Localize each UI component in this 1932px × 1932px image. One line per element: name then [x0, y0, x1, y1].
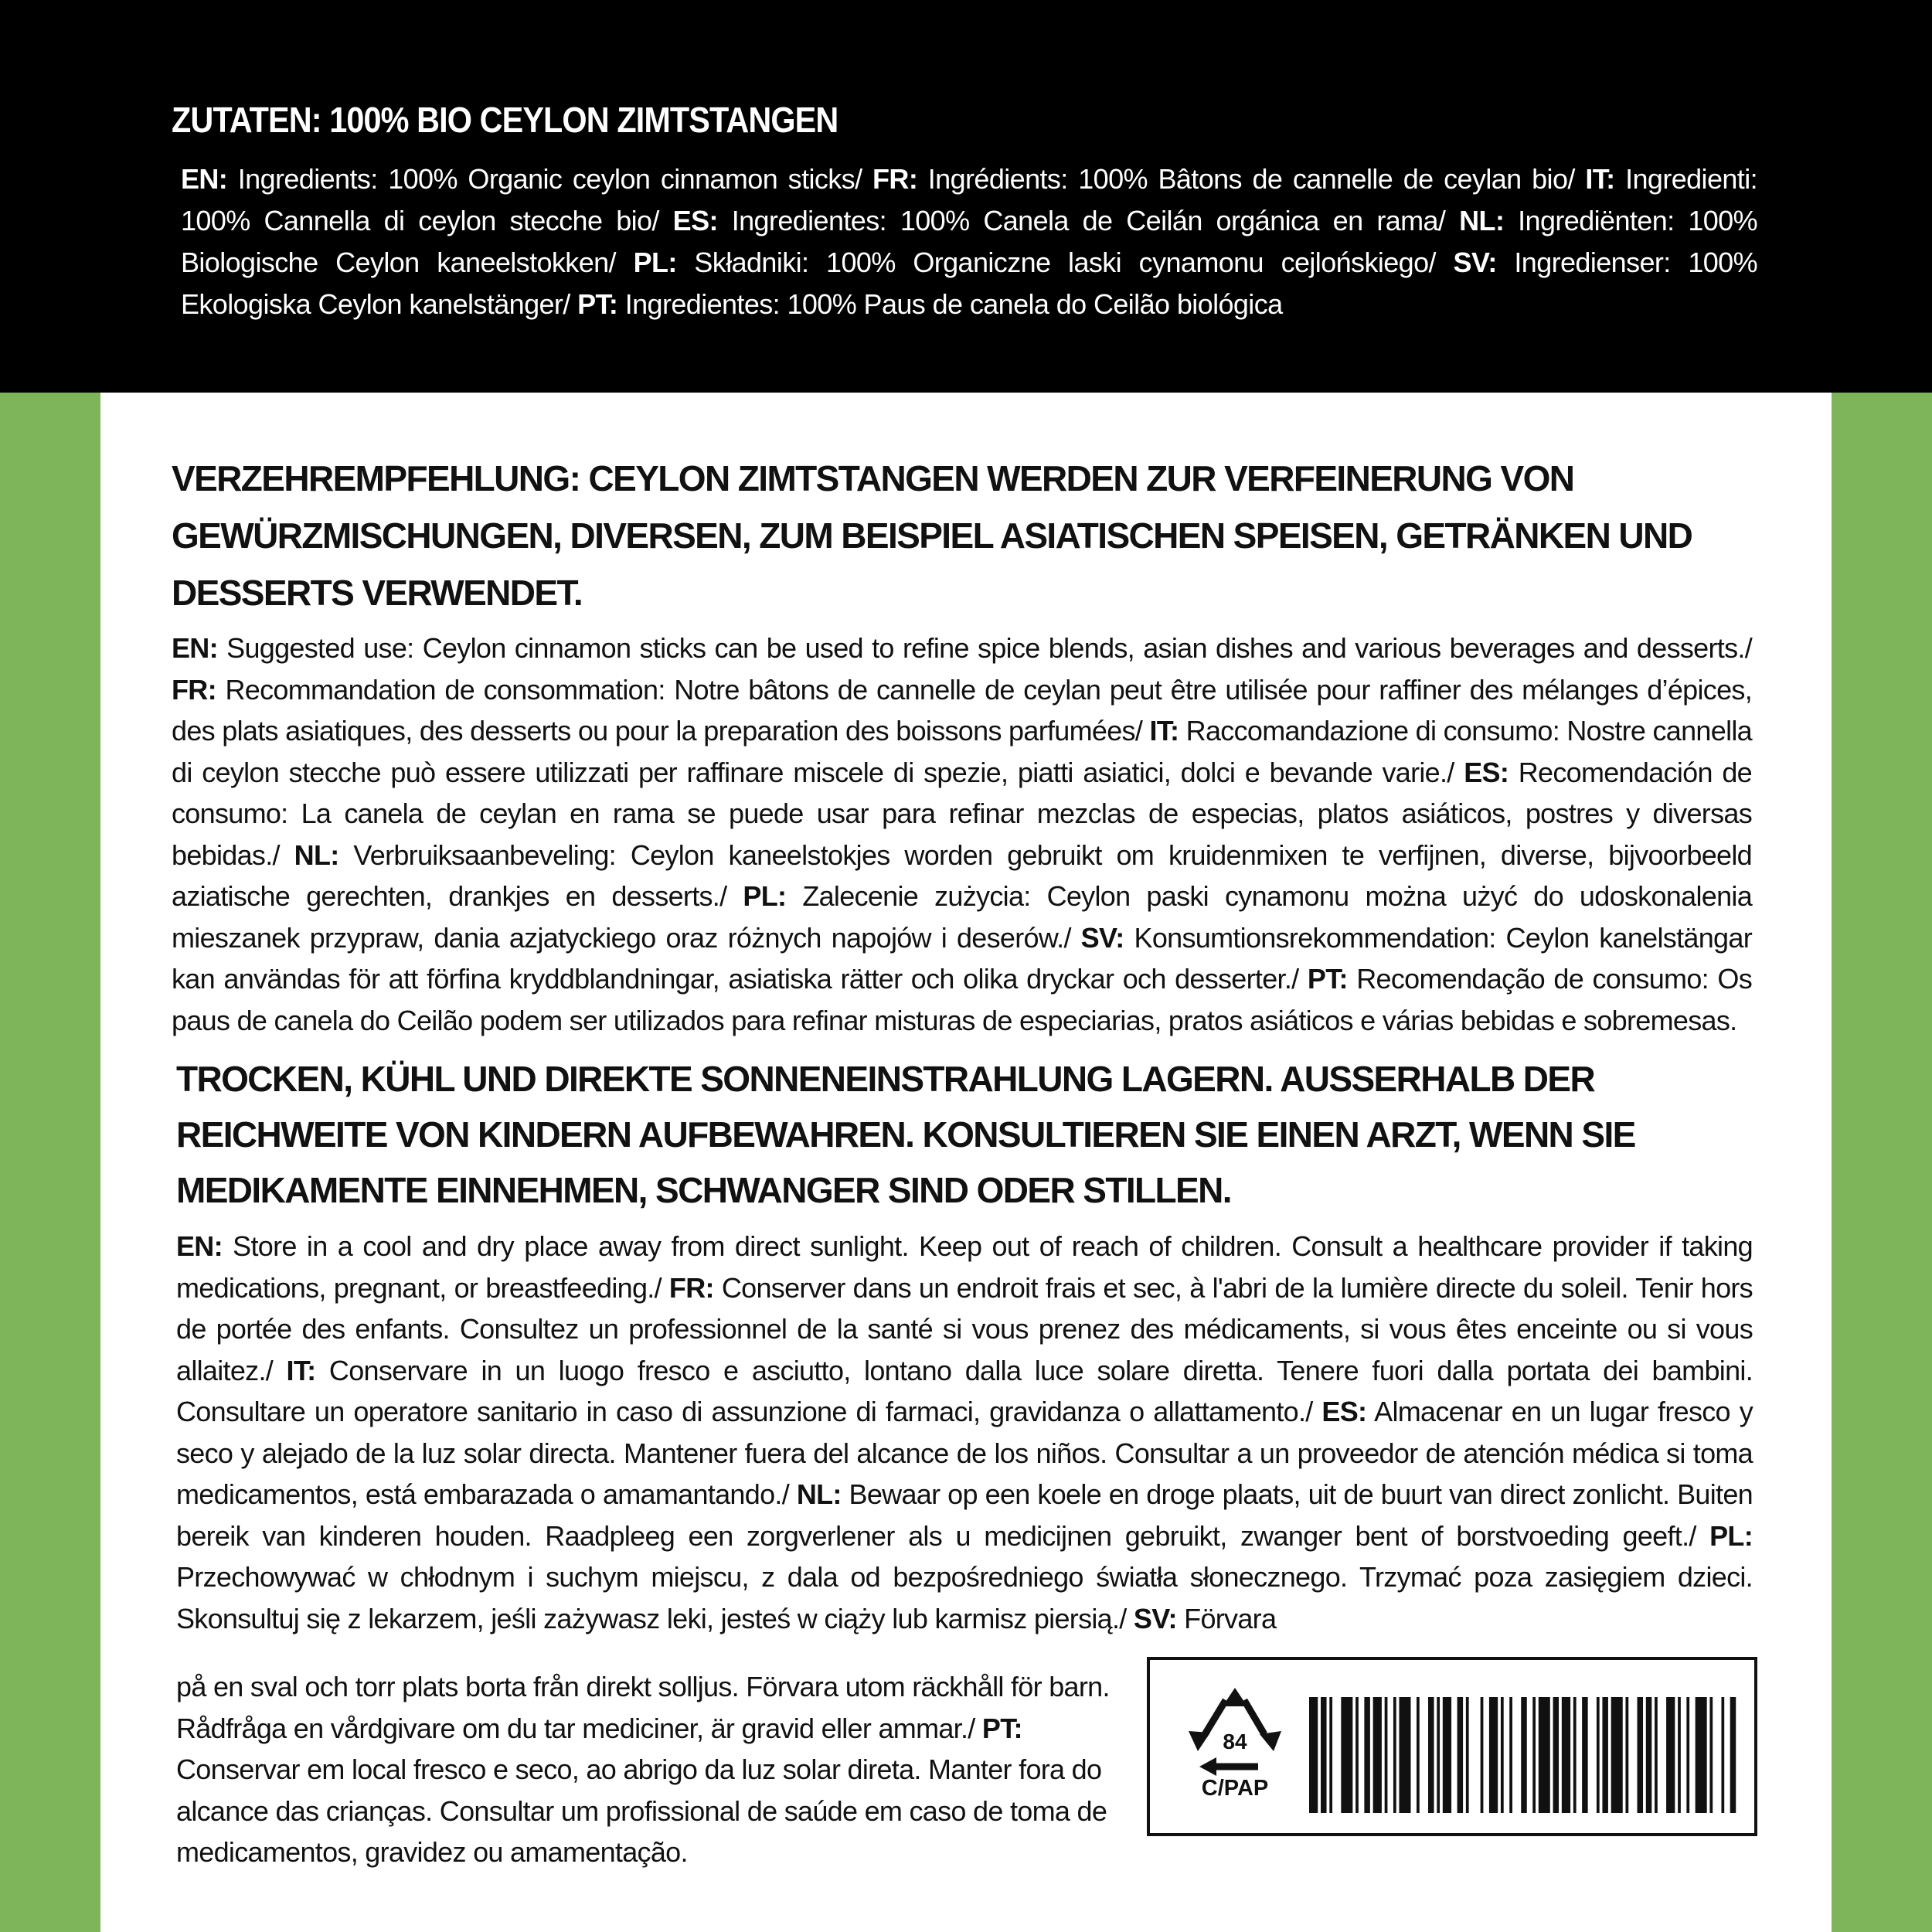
translation-text: Bewaar op een koele en droge plaats, uit de buurt van direct zonlicht. Buiten bereik van kinderen houden. Raadpleeg een zorgverlener als u medicijnen gebruikt, zwanger bent of borstvoeding geeft./ [176, 1478, 1753, 1552]
language-code: PT: [981, 1712, 1022, 1744]
language-code: PT: [577, 288, 618, 320]
translation-text: Recommandation de consommation: Notre bâtons de cannelle de ceylan peut être utilisée pour raffiner des mélanges d’épices, des plats asiatiques, des desserts ou pour la preparation des boissons parfumées/ [172, 673, 1752, 747]
barcode-bar [1539, 1697, 1550, 1813]
translation-text: Raccomandazione di consumo: Nostre cannella di ceylon stecche può essere utilizzati per raffinare miscele di spezie, piatti asiatici, dolci e bevande varie./ [172, 715, 1752, 788]
language-code: FR: [872, 163, 918, 195]
barcode-bar [1573, 1697, 1577, 1813]
language-code: IT: [1149, 715, 1179, 747]
translation-text: Conserver dans un endroit frais et sec, à l'abri de la lumière directe du soleil. Tenir hors de portée des enfants. Consultez un professionnel de la santé si vous prenez des médicaments, si vous êtes enceinte ou si vous allaitez./ [176, 1271, 1753, 1386]
language-code: NL: [294, 838, 339, 871]
barcode-bar [1329, 1697, 1332, 1813]
barcode-bar [1666, 1697, 1675, 1813]
recycling-triangle-icon [1181, 1686, 1289, 1810]
barcode-bar [1553, 1697, 1560, 1813]
storage-translations [176, 1226, 1753, 1639]
translation-text: på en sval och torr plats borta från direkt solljus. Förvara utom räckhåll för barn. Rådfråga en vårdgivare om du tar mediciner, är gravid eller ammar./ [176, 1671, 1110, 1744]
barcode-bar [1655, 1697, 1658, 1813]
barcode-bar [1521, 1697, 1527, 1813]
language-code: IT: [286, 1354, 316, 1386]
language-code: NL: [796, 1478, 842, 1510]
barcode-bar [1646, 1697, 1652, 1813]
usage-translations [172, 628, 1752, 1041]
barcode-icon [1309, 1697, 1739, 1813]
language-code: EN: [172, 632, 218, 664]
language-code: SV: [1080, 921, 1124, 954]
barcode-bar [1638, 1697, 1644, 1813]
language-code: FR: [668, 1271, 714, 1304]
translation-text: Suggested use: Ceylon cinnamon sticks can be used to refine spice blends, asian dishes and various beverages and desserts./ [217, 632, 1752, 664]
barcode-bar [1443, 1697, 1451, 1813]
language-code: ES: [672, 205, 718, 236]
barcode-bar [1355, 1697, 1359, 1813]
language-code: ES: [1321, 1396, 1367, 1427]
barcode-box [1147, 1657, 1757, 1836]
recycling-label: C/PAP [1201, 1776, 1269, 1801]
language-code: EN: [176, 1230, 223, 1262]
translation-text: Ingrédients: 100% Bâtons de cannelle de ceylan bio/ [917, 163, 1586, 195]
language-code: ES: [1464, 756, 1509, 788]
barcode-bar [1428, 1697, 1434, 1813]
usage-heading: VERZEHREMPFEHLUNG: CEYLON ZIMTSTANGEN WERDEN ZUR VERFEINERUNG VON GEWÜRZMISCHUNGEN, DIVERSEN, ZUM BEISPIEL ASIATISCHEN SPEISEN, GETRÄNKEN UND DESSERTS VERWENDET. [172, 458, 1692, 613]
storage-heading: TROCKEN, KÜHL UND DIREKTE SONNENEINSTRAHLUNG LAGERN. AUSSERHALB DER REICHWEITE VON KINDERN AUFBEWAHREN. KONSULTIEREN SIE EINEN ARZT, WENN SIE MEDIKAMENTE EINNEHMEN, SCHWANGER SIND ODER STILLEN. [176, 1059, 1635, 1210]
translation-text: Recomendação de consumo: Os paus de canela do Ceilão podem ser utilizados para refinar misturas de especiarias, pratos asiáticos e várias bebidas e sobremesas. [172, 963, 1752, 1036]
translation-text: Conservar em local fresco e seco, ao abrigo da luz solar direta. Manter fora do alcance das crianças. Consultar um profissional de saúde em caso de toma de medicamentos, gravidez ou amamentação. [176, 1753, 1107, 1868]
translation-text: Recomendación de consumo: La canela de ceylan en rama se puede usar para refinar mezclas de especias, platos asiáticos, postres y diversas bebidas./ [172, 756, 1752, 871]
language-code: PL: [1709, 1519, 1753, 1552]
translation-text: Ingredienti: 100% Cannella di ceylon stecche bio/ [181, 163, 1757, 236]
translation-text: Almacenar en un lugar fresco y seco y alejado de la luz solar directa. Mantener fuera del alcance de los niños. Consultar a un proveedor de atención médica si toma medicamentos, está embarazada o amamantando./ [176, 1396, 1753, 1510]
barcode-bar [1489, 1697, 1498, 1813]
barcode-bar [1611, 1697, 1623, 1813]
storage-translations-continued [176, 1666, 1113, 1873]
barcode-bar [1602, 1697, 1608, 1813]
language-code: IT: [1585, 163, 1615, 195]
translation-text: Składniki: 100% Organiczne laski cynamonu cejlońskiego/ [676, 247, 1454, 278]
barcode-bar [1364, 1697, 1370, 1813]
ingredients-translations [181, 158, 1757, 325]
translation-text: Konsumtionsrekommendation: Ceylon kanelstängar kan användas för att förfina kryddblandningar, asiatiska rätter och olika dryckar och desserter./ [172, 921, 1752, 995]
language-code: FR: [172, 673, 216, 706]
barcode-bar [1625, 1697, 1628, 1813]
language-code: SV: [1133, 1602, 1177, 1634]
barcode-bar [1341, 1697, 1352, 1813]
barcode-bar [1509, 1697, 1512, 1813]
barcode-bar [1597, 1697, 1600, 1813]
barcode-bar [1309, 1697, 1318, 1813]
barcode-bar [1686, 1697, 1689, 1813]
barcode-bar [1393, 1697, 1396, 1813]
barcode-bar [1721, 1697, 1724, 1813]
barcode-bar [1466, 1697, 1469, 1813]
barcode-bar [1399, 1697, 1410, 1813]
translation-text: Ingredients: 100% Organic ceylon cinnamon sticks/ [227, 163, 873, 195]
translation-text: Förvara [1176, 1602, 1277, 1634]
ingredients-section [0, 0, 1932, 393]
recycling-code: 84 [1223, 1730, 1247, 1753]
language-code: PL: [633, 247, 677, 278]
barcode-bar [1501, 1697, 1504, 1813]
label-panel [100, 393, 1832, 1932]
barcode-bar [1417, 1697, 1420, 1813]
barcode-bar [1709, 1697, 1713, 1813]
barcode-bar [1373, 1697, 1382, 1813]
language-code: PL: [743, 880, 787, 912]
barcode-bar [1458, 1697, 1464, 1813]
barcode-bar [1678, 1697, 1681, 1813]
translation-text: Conservare in un luogo fresco e asciutto, lontano dalla luce solare diretta. Tenere fuori dalla portata dei bambini. Consultare un operatore sanitario in caso di assunzione di farmaci, gravidanza o allattamento./ [176, 1354, 1753, 1427]
translation-text: Store in a cool and dry place away from direct sunlight. Keep out of reach of children. Consult a healthcare provider if taking medications, pregnant, or breastfeeding./ [176, 1230, 1753, 1304]
barcode-bar [1582, 1697, 1588, 1813]
translation-text: Ingredientes: 100% Canela de Ceilán orgánica en rama/ [717, 205, 1460, 236]
language-code: PT: [1307, 963, 1348, 995]
translation-text: Ingredientes: 100% Paus de canela do Ceilão biológica [617, 288, 1283, 320]
barcode-bar [1481, 1697, 1484, 1813]
barcode-bar [1437, 1697, 1440, 1813]
barcode-bar [1532, 1697, 1536, 1813]
barcode-bar [1696, 1697, 1707, 1813]
storage-section [176, 1051, 1753, 1639]
translation-text: Verbruiksaanbeveling: Ceylon kaneelstokjes worden gebruikt om kruidenmixen te verfijnen, diverse, bijvoorbeeld aziatische gerechten, drankjes en desserts./ [172, 838, 1752, 912]
translation-text: Ingrediënten: 100% Biologische Ceylon kaneelstokken/ [181, 205, 1758, 278]
translation-text: Zalecenie zużycia: Ceylon paski cynamonu można użyć do udoskonalenia mieszanek przypraw, dania azjatyckiego oraz różnych napojów i deserów./ [172, 880, 1753, 954]
usage-section [172, 450, 1752, 1041]
language-code: NL: [1459, 205, 1505, 236]
translation-text: Przechowywać w chłodnym i suchym miejscu, z dala od bezpośredniego światła słonecznego. Trzymać poza zasięgiem dzieci. Skonsultuj się z lekarzem, jeśli zażywasz leki, jesteś w ciąży lub karmisz piersią./ [176, 1561, 1753, 1634]
language-code: EN: [181, 163, 228, 195]
barcode-bar [1562, 1697, 1570, 1813]
barcode-bar [1321, 1697, 1327, 1813]
barcode-bar [1730, 1697, 1736, 1813]
translation-text: Ingredienser: 100% Ekologiska Ceylon kanelstänger/ [181, 247, 1757, 320]
language-code: SV: [1453, 247, 1497, 278]
barcode-bar [1385, 1697, 1388, 1813]
ingredients-heading: ZUTATEN: 100% BIO CEYLON ZIMTSTANGEN [172, 100, 838, 140]
